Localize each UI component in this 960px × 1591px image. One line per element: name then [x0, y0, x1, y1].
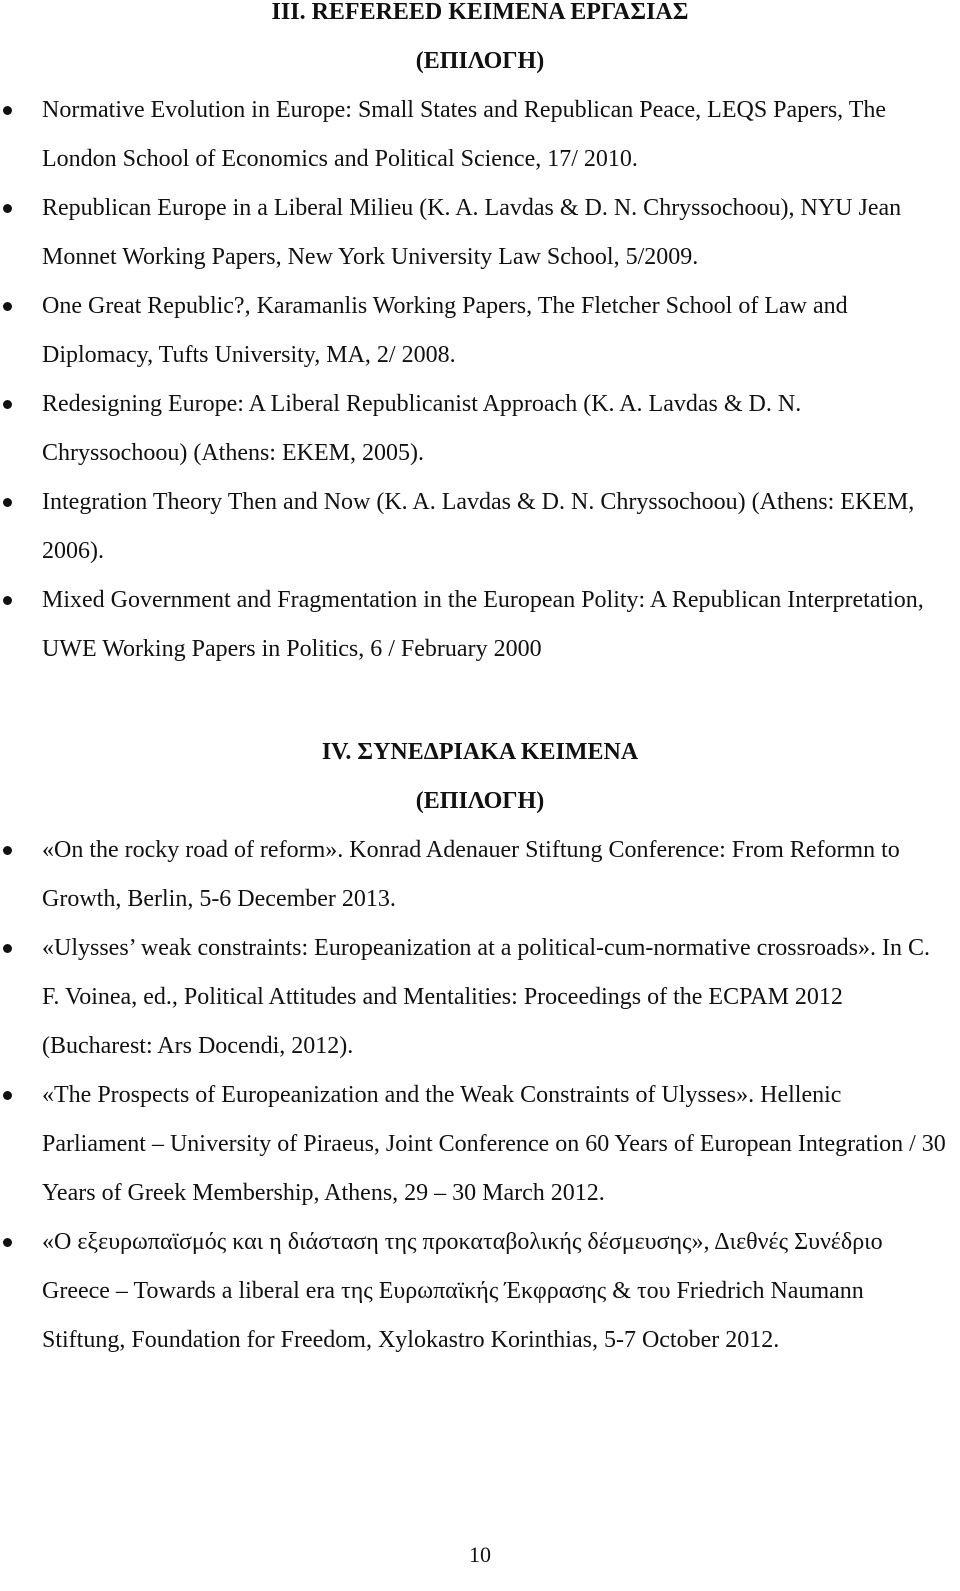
bullet-icon — [3, 1238, 12, 1247]
list-item-text: «Ο εξευρωπαϊσμός και η διάσταση της προκαταβολικής δέσμευσης», Διεθνές Συνέδριο Greece – Towards a liberal era της Ευρωπαϊκής Έκφρασης & του Friedrich Naumann Stiftung, Foundation for Freedom, Xylokastro Korinthias, 5-7 October 2012. — [42, 1229, 883, 1353]
list-item — [0, 1071, 960, 1218]
bullet-icon — [3, 498, 12, 507]
bullet-icon — [3, 302, 12, 311]
list-item-text: One Great Republic?, Karamanlis Working Papers, The Fletcher School of Law and Diplomacy, Tufts University, MA, 2/ 2008. — [42, 293, 848, 368]
list-item — [0, 86, 960, 184]
section-4-list — [0, 826, 960, 1365]
list-item-text: Normative Evolution in Europe: Small States and Republican Peace, LEQS Papers, The London School of Economics and Political Science, 17/ 2010. — [42, 97, 887, 172]
list-item-text: Republican Europe in a Liberal Milieu (K. A. Lavdas & D. N. Chryssochoou), NYU Jean Monnet Working Papers, New York University Law School, 5/2009. — [42, 195, 902, 270]
list-item-text: Integration Theory Then and Now (K. A. Lavdas & D. N. Chryssochoou) (Athens: EKEM, 2006). — [42, 489, 915, 564]
bullet-icon — [3, 846, 12, 855]
list-item — [0, 924, 960, 1071]
list-item — [0, 380, 960, 478]
list-item — [0, 184, 960, 282]
page-number: 10 — [469, 1542, 491, 1567]
section-4-subtitle: (ΕΠΙΛΟΓΗ) — [415, 788, 545, 814]
bullet-icon — [3, 204, 12, 213]
list-item-text: Mixed Government and Fragmentation in the European Polity: A Republican Interpretation, UWE Working Papers in Politics, 6 / February 2000 — [42, 587, 924, 662]
bullet-icon — [3, 106, 12, 115]
bullet-icon — [3, 1091, 12, 1100]
list-item-text: Redesigning Europe: A Liberal Republicanist Approach (K. A. Lavdas & D. N. Chryssochoou) (Athens: EKEM, 2005). — [42, 391, 802, 466]
bullet-icon — [3, 596, 12, 605]
list-item — [0, 826, 960, 924]
section-3-list — [0, 86, 960, 674]
list-item — [0, 282, 960, 380]
section-3-title: III. REFEREED ΚΕΙΜΕΝΑ ΕΡΓΑΣΙΑΣ — [271, 0, 689, 25]
list-item — [0, 576, 960, 674]
section-4-heading-block — [0, 728, 960, 826]
list-item-text: «The Prospects of Europeanization and the Weak Constraints of Ulysses». Hellenic Parliament – University of Piraeus, Joint Conference on 60 Years of European Integration / 30 Years of Greek Membership, Athens, 29 – 30 March 2012. — [42, 1082, 946, 1206]
section-4-title: IV. ΣΥΝΕΔΡΙΑΚΑ ΚΕΙΜΕΝΑ — [321, 739, 639, 765]
section-3-heading-block — [0, 0, 960, 86]
list-item-text: «On the rocky road of reform». Konrad Adenauer Stiftung Conference: From Reformn to Growth, Berlin, 5-6 December 2013. — [42, 837, 900, 912]
bullet-icon — [3, 400, 12, 409]
list-item — [0, 1218, 960, 1365]
section-3-subtitle: (ΕΠΙΛΟΓΗ) — [415, 48, 545, 74]
bullet-icon — [3, 944, 12, 953]
list-item — [0, 478, 960, 576]
list-item-text: «Ulysses’ weak constraints: Europeanization at a political-cum-normative crossroads». In C. F. Voinea, ed., Political Attitudes and Mentalities: Proceedings of the ECPAM 2012 (Bucharest: Ars Docendi, 2012). — [42, 935, 930, 1059]
